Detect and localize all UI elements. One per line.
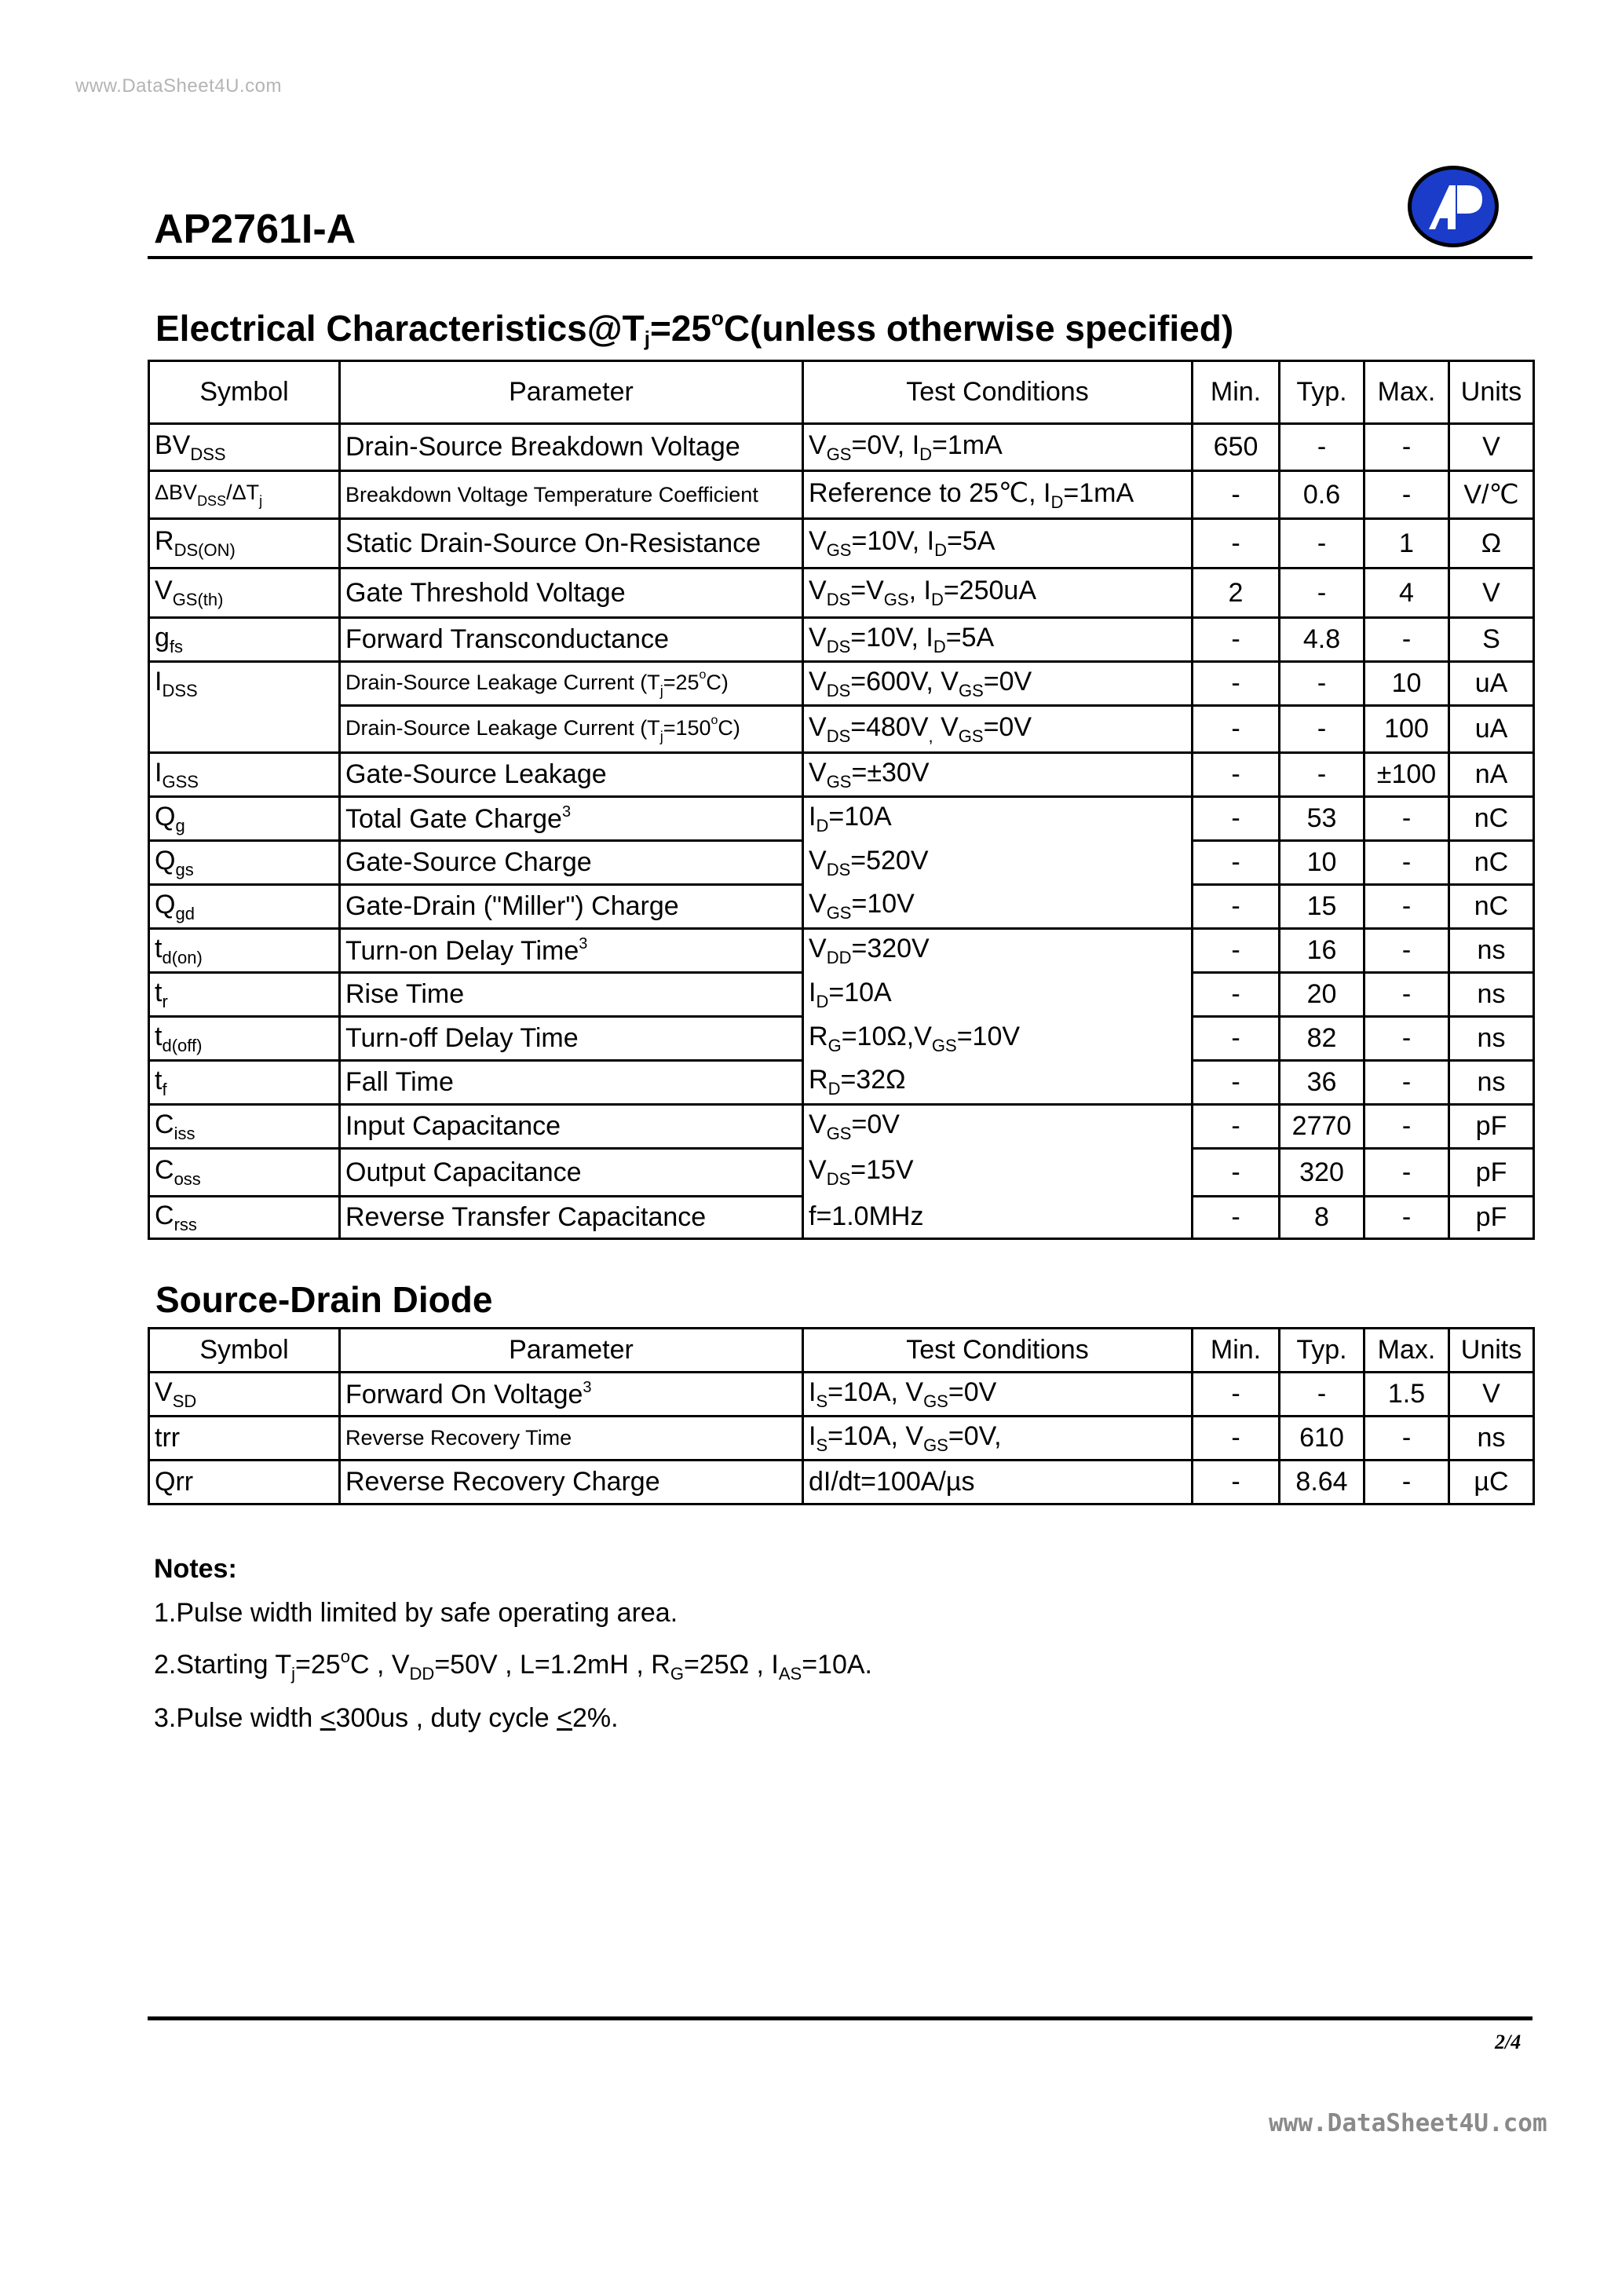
parameter-cell: Input Capacitance xyxy=(340,1105,803,1149)
page-number: 2/4 xyxy=(1495,2031,1522,2053)
unit-cell: V xyxy=(1449,569,1534,618)
typ-cell: 82 xyxy=(1280,1017,1364,1061)
parameter-cell: Output Capacitance xyxy=(340,1149,803,1197)
column-header: Test Conditions xyxy=(803,361,1193,424)
watermark-top: www.DataSheet4U.com xyxy=(75,75,282,97)
unit-cell: ns xyxy=(1449,973,1534,1017)
typ-cell: 16 xyxy=(1280,929,1364,973)
min-cell: - xyxy=(1193,1417,1280,1461)
typ-cell: 610 xyxy=(1280,1417,1364,1461)
min-cell: 650 xyxy=(1193,424,1280,471)
parameter-cell: Breakdown Voltage Temperature Coefficient xyxy=(340,471,803,519)
condition-cell: $V_{GS}=10V$, $I_D=5A$ xyxy=(803,519,1193,569)
unit-cell: nC xyxy=(1449,885,1534,929)
min-cell: - xyxy=(1193,1197,1280,1239)
symbol-cell: $Q_{gs}$ xyxy=(149,841,340,885)
symbol-cell: $V_{GS(th)}$ xyxy=(149,569,340,618)
column-header: Symbol xyxy=(149,1329,340,1373)
table-row xyxy=(149,973,1534,1017)
typ-cell: 15 xyxy=(1280,885,1364,929)
condition-cell: $V_{DD}=320V$ xyxy=(803,929,1193,973)
symbol-cell: $t_{d(off)}$ xyxy=(149,1017,340,1061)
unit-cell: S xyxy=(1449,618,1534,662)
parameter-cell: Gate-Source Leakage xyxy=(340,753,803,797)
symbol-cell xyxy=(149,706,340,753)
min-cell: - xyxy=(1193,1461,1280,1504)
parameter-cell: Drain-Source Leakage Current $(T_j=150^oC)$ xyxy=(340,706,803,753)
min-cell: - xyxy=(1193,1017,1280,1061)
symbol-cell: $Q_{gd}$ xyxy=(149,885,340,929)
max-cell: - xyxy=(1364,1461,1449,1504)
min-cell: - xyxy=(1193,753,1280,797)
max-cell: - xyxy=(1364,471,1449,519)
parameter-cell: Reverse Transfer Capacitance xyxy=(340,1197,803,1239)
typ-cell: - xyxy=(1280,662,1364,706)
symbol-cell: $t_{d(on)}$ xyxy=(149,929,340,973)
header-rule xyxy=(148,256,1532,259)
condition-cell: $I_S=10A$, $V_{GS}=0V$, xyxy=(803,1417,1193,1461)
table-row xyxy=(149,797,1534,841)
max-cell: - xyxy=(1364,973,1449,1017)
source-drain-diode-table xyxy=(148,1327,1535,1505)
typ-cell: 8.64 xyxy=(1280,1461,1364,1504)
footer-rule xyxy=(148,2016,1532,2020)
max-cell: 100 xyxy=(1364,706,1449,753)
watermark-bottom: www.DataSheet4U.com xyxy=(1269,2109,1547,2137)
company-logo xyxy=(1405,163,1501,250)
table-row xyxy=(149,1149,1534,1197)
max-cell: - xyxy=(1364,1149,1449,1197)
typ-cell: 53 xyxy=(1280,797,1364,841)
min-cell: - xyxy=(1193,973,1280,1017)
max-cell: - xyxy=(1364,929,1449,973)
symbol-cell: $R_{DS(ON)}$ xyxy=(149,519,340,569)
max-cell: - xyxy=(1364,1061,1449,1105)
symbol-cell: $Q_g$ xyxy=(149,797,340,841)
unit-cell: nC xyxy=(1449,841,1534,885)
table-row xyxy=(149,1461,1534,1504)
parameter-cell: Drain-Source Leakage Current $(T_j=25^oC)$ xyxy=(340,662,803,706)
max-cell: - xyxy=(1364,618,1449,662)
symbol-cell: $C_{rss}$ xyxy=(149,1197,340,1239)
symbol-cell: trr xyxy=(149,1417,340,1461)
max-cell: 4 xyxy=(1364,569,1449,618)
max-cell: - xyxy=(1364,1017,1449,1061)
max-cell: - xyxy=(1364,797,1449,841)
unit-cell: Ω xyxy=(1449,519,1534,569)
unit-cell: nA xyxy=(1449,753,1534,797)
table-row xyxy=(149,471,1534,519)
column-header: Max. xyxy=(1364,1329,1449,1373)
typ-cell: 2770 xyxy=(1280,1105,1364,1149)
column-header: Max. xyxy=(1364,361,1449,424)
parameter-cell: Fall Time xyxy=(340,1061,803,1105)
condition-cell: $V_{GS}=0V$ xyxy=(803,1105,1193,1149)
min-cell: 2 xyxy=(1193,569,1280,618)
condition-cell: $V_{DS}=480V_,$ $V_{GS}=0V$ xyxy=(803,706,1193,753)
condition-cell: $V_{DS}=520V$ xyxy=(803,841,1193,885)
condition-cell: $V_{GS}=\pm 30V$ xyxy=(803,753,1193,797)
parameter-cell: Reverse Recovery Charge xyxy=(340,1461,803,1504)
condition-cell: $V_{DS}=V_{GS}$, $I_D=250uA$ xyxy=(803,569,1193,618)
condition-cell: $V_{GS}=0V$, $I_D=1mA$ xyxy=(803,424,1193,471)
condition-cell: Reference to 25℃, $I_D=1mA$ xyxy=(803,471,1193,519)
parameter-cell: Forward On Voltage$^3$ xyxy=(340,1373,803,1417)
column-header: Min. xyxy=(1193,1329,1280,1373)
symbol-cell: $g_{fs}$ xyxy=(149,618,340,662)
min-cell: - xyxy=(1193,662,1280,706)
unit-cell: nC xyxy=(1449,797,1534,841)
unit-cell: V xyxy=(1449,1373,1534,1417)
symbol-cell: Qrr xyxy=(149,1461,340,1504)
unit-cell: uA xyxy=(1449,662,1534,706)
typ-cell: - xyxy=(1280,1373,1364,1417)
table-row xyxy=(149,1105,1534,1149)
typ-cell: - xyxy=(1280,424,1364,471)
typ-cell: - xyxy=(1280,519,1364,569)
min-cell: - xyxy=(1193,885,1280,929)
table-row xyxy=(149,424,1534,471)
unit-cell: V/℃ xyxy=(1449,471,1534,519)
note-1: 1.Pulse width limited by safe operating area. xyxy=(154,1598,678,1628)
symbol-cell: $C_{oss}$ xyxy=(149,1149,340,1197)
column-header: Typ. xyxy=(1280,1329,1364,1373)
unit-cell: ns xyxy=(1449,1061,1534,1105)
condition-cell: f=1.0MHz xyxy=(803,1197,1193,1239)
typ-cell: 10 xyxy=(1280,841,1364,885)
max-cell: 1.5 xyxy=(1364,1373,1449,1417)
parameter-cell: Turn-off Delay Time xyxy=(340,1017,803,1061)
condition-cell: $R_D=32\Omega$ xyxy=(803,1061,1193,1105)
table-row xyxy=(149,1373,1534,1417)
column-header: Typ. xyxy=(1280,361,1364,424)
condition-cell: $I_D=10A$ xyxy=(803,973,1193,1017)
min-cell: - xyxy=(1193,1373,1280,1417)
parameter-cell: Gate Threshold Voltage xyxy=(340,569,803,618)
table-row xyxy=(149,753,1534,797)
table-row xyxy=(149,618,1534,662)
max-cell: - xyxy=(1364,424,1449,471)
unit-cell: pF xyxy=(1449,1149,1534,1197)
typ-cell: 36 xyxy=(1280,1061,1364,1105)
symbol-cell: $I_{DSS}$ xyxy=(149,662,340,706)
condition-cell: $V_{DS}=10V$, $I_D=5A$ xyxy=(803,618,1193,662)
typ-cell: 20 xyxy=(1280,973,1364,1017)
symbol-cell: $BV_{DSS}$ xyxy=(149,424,340,471)
max-cell: - xyxy=(1364,1197,1449,1239)
table-row xyxy=(149,1417,1534,1461)
table-header-row xyxy=(149,1329,1534,1373)
condition-cell: $I_S=10A$, $V_{GS}=0V$ xyxy=(803,1373,1193,1417)
electrical-characteristics-table xyxy=(148,360,1535,1240)
typ-cell: - xyxy=(1280,706,1364,753)
table-header-row xyxy=(149,361,1534,424)
max-cell: 10 xyxy=(1364,662,1449,706)
min-cell: - xyxy=(1193,519,1280,569)
condition-cell: $I_D=10A$ xyxy=(803,797,1193,841)
min-cell: - xyxy=(1193,706,1280,753)
column-header: Min. xyxy=(1193,361,1280,424)
max-cell: - xyxy=(1364,841,1449,885)
table-row xyxy=(149,662,1534,706)
typ-cell: 8 xyxy=(1280,1197,1364,1239)
parameter-cell: Rise Time xyxy=(340,973,803,1017)
parameter-cell: Reverse Recovery Time xyxy=(340,1417,803,1461)
symbol-cell: $t_f$ xyxy=(149,1061,340,1105)
parameter-cell: Static Drain-Source On-Resistance xyxy=(340,519,803,569)
parameter-cell: Forward Transconductance xyxy=(340,618,803,662)
parameter-cell: Gate-Drain ("Miller") Charge xyxy=(340,885,803,929)
condition-cell: $V_{DS}=600V$, $V_{GS}=0V$ xyxy=(803,662,1193,706)
typ-cell: 320 xyxy=(1280,1149,1364,1197)
table-row xyxy=(149,885,1534,929)
min-cell: - xyxy=(1193,1149,1280,1197)
symbol-cell: $t_r$ xyxy=(149,973,340,1017)
unit-cell: µC xyxy=(1449,1461,1534,1504)
min-cell: - xyxy=(1193,618,1280,662)
symbol-cell: $I_{GSS}$ xyxy=(149,753,340,797)
unit-cell: pF xyxy=(1449,1105,1534,1149)
notes-heading: Notes: xyxy=(154,1554,237,1584)
min-cell: - xyxy=(1193,471,1280,519)
condition-cell: dI/dt=100A/µs xyxy=(803,1461,1193,1504)
typ-cell: - xyxy=(1280,753,1364,797)
column-header: Units xyxy=(1449,1329,1534,1373)
table-row xyxy=(149,929,1534,973)
notes-section xyxy=(154,1547,872,1740)
table-row xyxy=(149,1197,1534,1239)
column-header: Test Conditions xyxy=(803,1329,1193,1373)
symbol-cell: $\Delta BV_{DSS}/\Delta T_j$ xyxy=(149,471,340,519)
symbol-cell: $C_{iss}$ xyxy=(149,1105,340,1149)
unit-cell: ns xyxy=(1449,929,1534,973)
source-drain-diode-title: Source-Drain Diode xyxy=(155,1279,493,1320)
column-header: Parameter xyxy=(340,1329,803,1373)
note-2: 2.Starting $T_j=25^oC$ , $V_{DD}=50V$ , L=1.2mH , $R_G=25\Omega$ , $I_{AS}=10A$. xyxy=(154,1647,873,1684)
column-header: Parameter xyxy=(340,361,803,424)
max-cell: - xyxy=(1364,1105,1449,1149)
max-cell: 1 xyxy=(1364,519,1449,569)
document-title: AP2761I-A xyxy=(154,207,356,252)
table-row xyxy=(149,1061,1534,1105)
unit-cell: V xyxy=(1449,424,1534,471)
condition-cell: $V_{GS}=10V$ xyxy=(803,885,1193,929)
min-cell: - xyxy=(1193,797,1280,841)
min-cell: - xyxy=(1193,1105,1280,1149)
table-row xyxy=(149,706,1534,753)
parameter-cell: Gate-Source Charge xyxy=(340,841,803,885)
typ-cell: 0.6 xyxy=(1280,471,1364,519)
max-cell: ±100 xyxy=(1364,753,1449,797)
min-cell: - xyxy=(1193,841,1280,885)
unit-cell: ns xyxy=(1449,1017,1534,1061)
parameter-cell: Total Gate Charge$^3$ xyxy=(340,797,803,841)
parameter-cell: Drain-Source Breakdown Voltage xyxy=(340,424,803,471)
note-3: 3.Pulse width <300us , duty cycle <2%. xyxy=(154,1703,619,1733)
parameter-cell: Turn-on Delay Time$^3$ xyxy=(340,929,803,973)
condition-cell: $V_{DS}=15V$ xyxy=(803,1149,1193,1197)
electrical-characteristics-title: Electrical $Characteristics@T_j=25^oC(unless$ otherwise specified) xyxy=(155,306,1234,350)
max-cell: - xyxy=(1364,1417,1449,1461)
table-row xyxy=(149,841,1534,885)
column-header: Units xyxy=(1449,361,1534,424)
column-header: Symbol xyxy=(149,361,340,424)
typ-cell: 4.8 xyxy=(1280,618,1364,662)
max-cell: - xyxy=(1364,885,1449,929)
unit-cell: uA xyxy=(1449,706,1534,753)
table-row xyxy=(149,1017,1534,1061)
table-row xyxy=(149,569,1534,618)
unit-cell: pF xyxy=(1449,1197,1534,1239)
typ-cell: - xyxy=(1280,569,1364,618)
min-cell: - xyxy=(1193,1061,1280,1105)
table-row xyxy=(149,519,1534,569)
unit-cell: ns xyxy=(1449,1417,1534,1461)
condition-cell: $R_G=10\Omega,V_{GS}=10V$ xyxy=(803,1017,1193,1061)
min-cell: - xyxy=(1193,929,1280,973)
symbol-cell: $V_{SD}$ xyxy=(149,1373,340,1417)
